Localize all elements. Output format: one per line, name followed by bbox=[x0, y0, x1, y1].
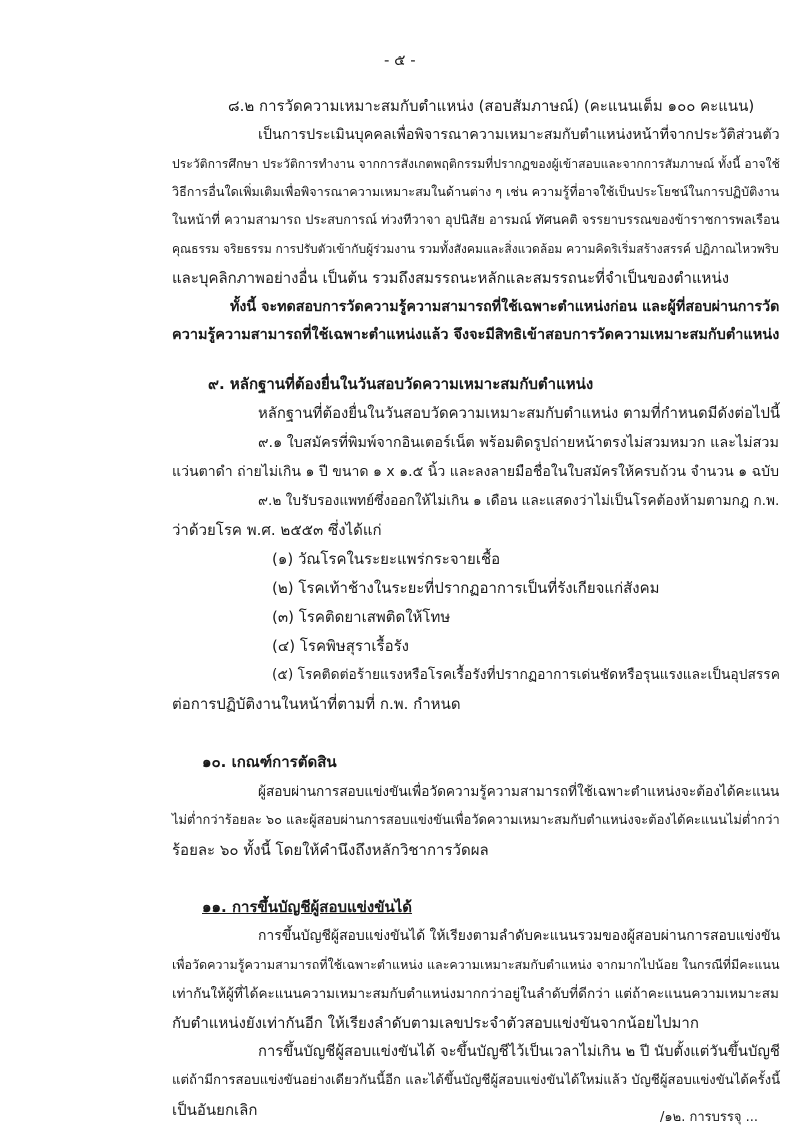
item-9-1-line: แว่นตาดำ ถ่ายไม่เกิน ๑ ปี ขนาด ๑ x ๑.๕ นิ้ว และลงลายมือชื่อในใบสมัครให้ครบถ้วน จำนวน ๑ ฉบับ bbox=[172, 464, 780, 480]
paragraph-line: คุณธรรม จริยธรรม การปรับตัวเข้ากับผู้ร่วมงาน รวมทั้งสังคมและสิ่งแวดล้อม ความคิดริเริ่มสร้างสรรค์ ปฏิภาณไหวพริบ bbox=[172, 242, 779, 256]
item-9-1-line: ๙.๑ ใบสมัครที่พิมพ์จากอินเตอร์เน็ต พร้อมติดรูปถ่ายหน้าตรงไม่สวมหมวก และไม่สวม bbox=[258, 435, 779, 451]
item-9-2-line: ว่าด้วยโรค พ.ศ. ๒๕๕๓ ซึ่งได้แก่ bbox=[172, 521, 382, 539]
paragraph-line: วิธีการอื่นใดเพิ่มเติมเพื่อพิจารณาความเหมาะสมในด้านต่าง ๆ เช่น ความรู้ที่อาจใช้เป็นประโยชน์ในการปฏิบัติงาน bbox=[172, 184, 780, 199]
section-8-2-heading: ๘.๒ การวัดความเหมาะสมกับตำแหน่ง (สอบสัมภาษณ์) (คะแนนเต็ม ๑๐๐ คะแนน) bbox=[228, 97, 755, 115]
paragraph-line: ในหน้าที่ ความสามารถ ประสบการณ์ ท่วงทีวาจา อุปนิสัย อารมณ์ ทัศนคติ จรรยาบรรณของข้าราชการพลเรือน bbox=[172, 213, 780, 228]
paragraph-line: เป็นอันยกเลิก bbox=[172, 1101, 258, 1119]
paragraph-line: หลักฐานที่ต้องยื่นในวันสอบวัดความเหมาะสมกับตำแหน่ง ตามที่กำหนดมีดังต่อไปนี้ bbox=[258, 404, 781, 422]
item-9-2-line: ๙.๒ ใบรับรองแพทย์ซึ่งออกให้ไม่เกิน ๑ เดือน และแสดงว่าไม่เป็นโรคต้องห้ามตามกฎ ก.พ. bbox=[258, 493, 780, 509]
disease-item: (๒) โรคเท้าช้างในระยะที่ปรากฏอาการเป็นที่รังเกียจแก่สังคม bbox=[272, 579, 660, 597]
disease-item: (๕) โรคติดต่อร้ายแรงหรือโรคเรื้อรังที่ปรากฏอาการเด่นชัดหรือรุนแรงและเป็นอุปสรรค bbox=[272, 667, 780, 683]
section-10-heading: ๑๐. เกณฑ์การตัดสิน bbox=[202, 753, 337, 771]
disease-item: (๓) โรคติดยาเสพติดให้โทษ bbox=[272, 608, 451, 626]
note-line: ทั้งนี้ จะทดสอบการวัดความรู้ความสามารถที่ใช้เฉพาะตำแหน่งก่อน และผู้ที่สอบผ่านการวัด bbox=[230, 299, 780, 315]
paragraph-line: แต่ถ้ามีการสอบแข่งขันอย่างเดียวกันนี้อีก และได้ขึ้นบัญชีผู้สอบแข่งขันได้ใหม่แล้ว บัญชีผู้สอบแข่งขันได้ครั้งนี้ bbox=[172, 1073, 781, 1088]
paragraph-line: ผู้สอบผ่านการสอบแข่งขันเพื่อวัดความรู้ความสามารถที่ใช้เฉพาะตำแหน่งจะต้องได้คะแนน bbox=[258, 784, 780, 800]
paragraph-line: ประวัติการศึกษา ประวัติการทำงาน จากการสังเกตพฤติกรรมที่ปรากฏของผู้เข้าสอบและจากการสัมภาษณ์ ทั้งนี้ อาจใช้ bbox=[172, 157, 780, 171]
section-9-heading: ๙. หลักฐานที่ต้องยื่นในวันสอบวัดความเหมาะสมกับตำแหน่ง bbox=[208, 375, 594, 393]
paragraph-line: เท่ากันให้ผู้ที่ได้คะแนนความเหมาะสมกับตำแหน่งมากกว่าอยู่ในลำดับที่ดีกว่า แต่ถ้าคะแนนความเหมาะสม bbox=[172, 986, 779, 1002]
paragraph-line: ร้อยละ ๖๐ ทั้งนี้ โดยให้คำนึงถึงหลักวิชาการวัดผล bbox=[172, 841, 489, 859]
page-number: - ๕ - bbox=[384, 51, 416, 69]
paragraph-line: ไม่ต่ำกว่าร้อยละ ๖๐ และผู้สอบผ่านการสอบแข่งขันเพื่อวัดความเหมาะสมกับตำแหน่งจะต้องได้คะแนนไม่ต่ำกว่า bbox=[172, 813, 780, 828]
paragraph-line: เพื่อวัดความรู้ความสามารถที่ใช้เฉพาะตำแหน่ง และความเหมาะสมกับตำแหน่ง จากมากไปน้อย ในกรณีที่มีคะแนน bbox=[172, 957, 780, 972]
paragraph-line: เป็นการประเมินบุคคลเพื่อพิจารณาความเหมาะสมกับตำแหน่งหน้าที่จากประวัติส่วนตัว bbox=[258, 127, 780, 143]
next-page-reference: /๑๒. การบรรจุ ... bbox=[660, 1110, 758, 1125]
disease-item: (๑) วัณโรคในระยะแพร่กระจายเชื้อ bbox=[272, 550, 501, 568]
paragraph-line: การขึ้นบัญชีผู้สอบแข่งขันได้ จะขึ้นบัญชีไว้เป็นเวลาไม่เกิน ๒ ปี นับตั้งแต่วันขึ้นบัญชี bbox=[258, 1043, 780, 1060]
paragraph-line: กับตำแหน่งยังเท่ากันอีก ให้เรียงลำดับตามเลขประจำตัวสอบแข่งขันจากน้อยไปมาก bbox=[172, 1014, 699, 1032]
note-line: ความรู้ความสามารถที่ใช้เฉพาะตำแหน่งแล้ว จึงจะมีสิทธิเข้าสอบการวัดความเหมาะสมกับตำแหน่ง bbox=[172, 327, 780, 343]
section-11-heading: ๑๑. การขึ้นบัญชีผู้สอบแข่งขันได้ bbox=[202, 898, 413, 916]
paragraph-line: และบุคลิกภาพอย่างอื่น เป็นต้น รวมถึงสมรรถนะหลักและสมรรถนะที่จำเป็นของตำแหน่ง bbox=[172, 269, 730, 287]
paragraph-line: ต่อการปฏิบัติงานในหน้าที่ตามที่ ก.พ. กำหนด bbox=[172, 695, 461, 713]
disease-item: (๔) โรคพิษสุราเรื้อรัง bbox=[272, 637, 409, 655]
paragraph-line: การขึ้นบัญชีผู้สอบแข่งขันได้ ให้เรียงตามลำดับคะแนนรวมของผู้สอบผ่านการสอบแข่งขัน bbox=[258, 928, 781, 944]
